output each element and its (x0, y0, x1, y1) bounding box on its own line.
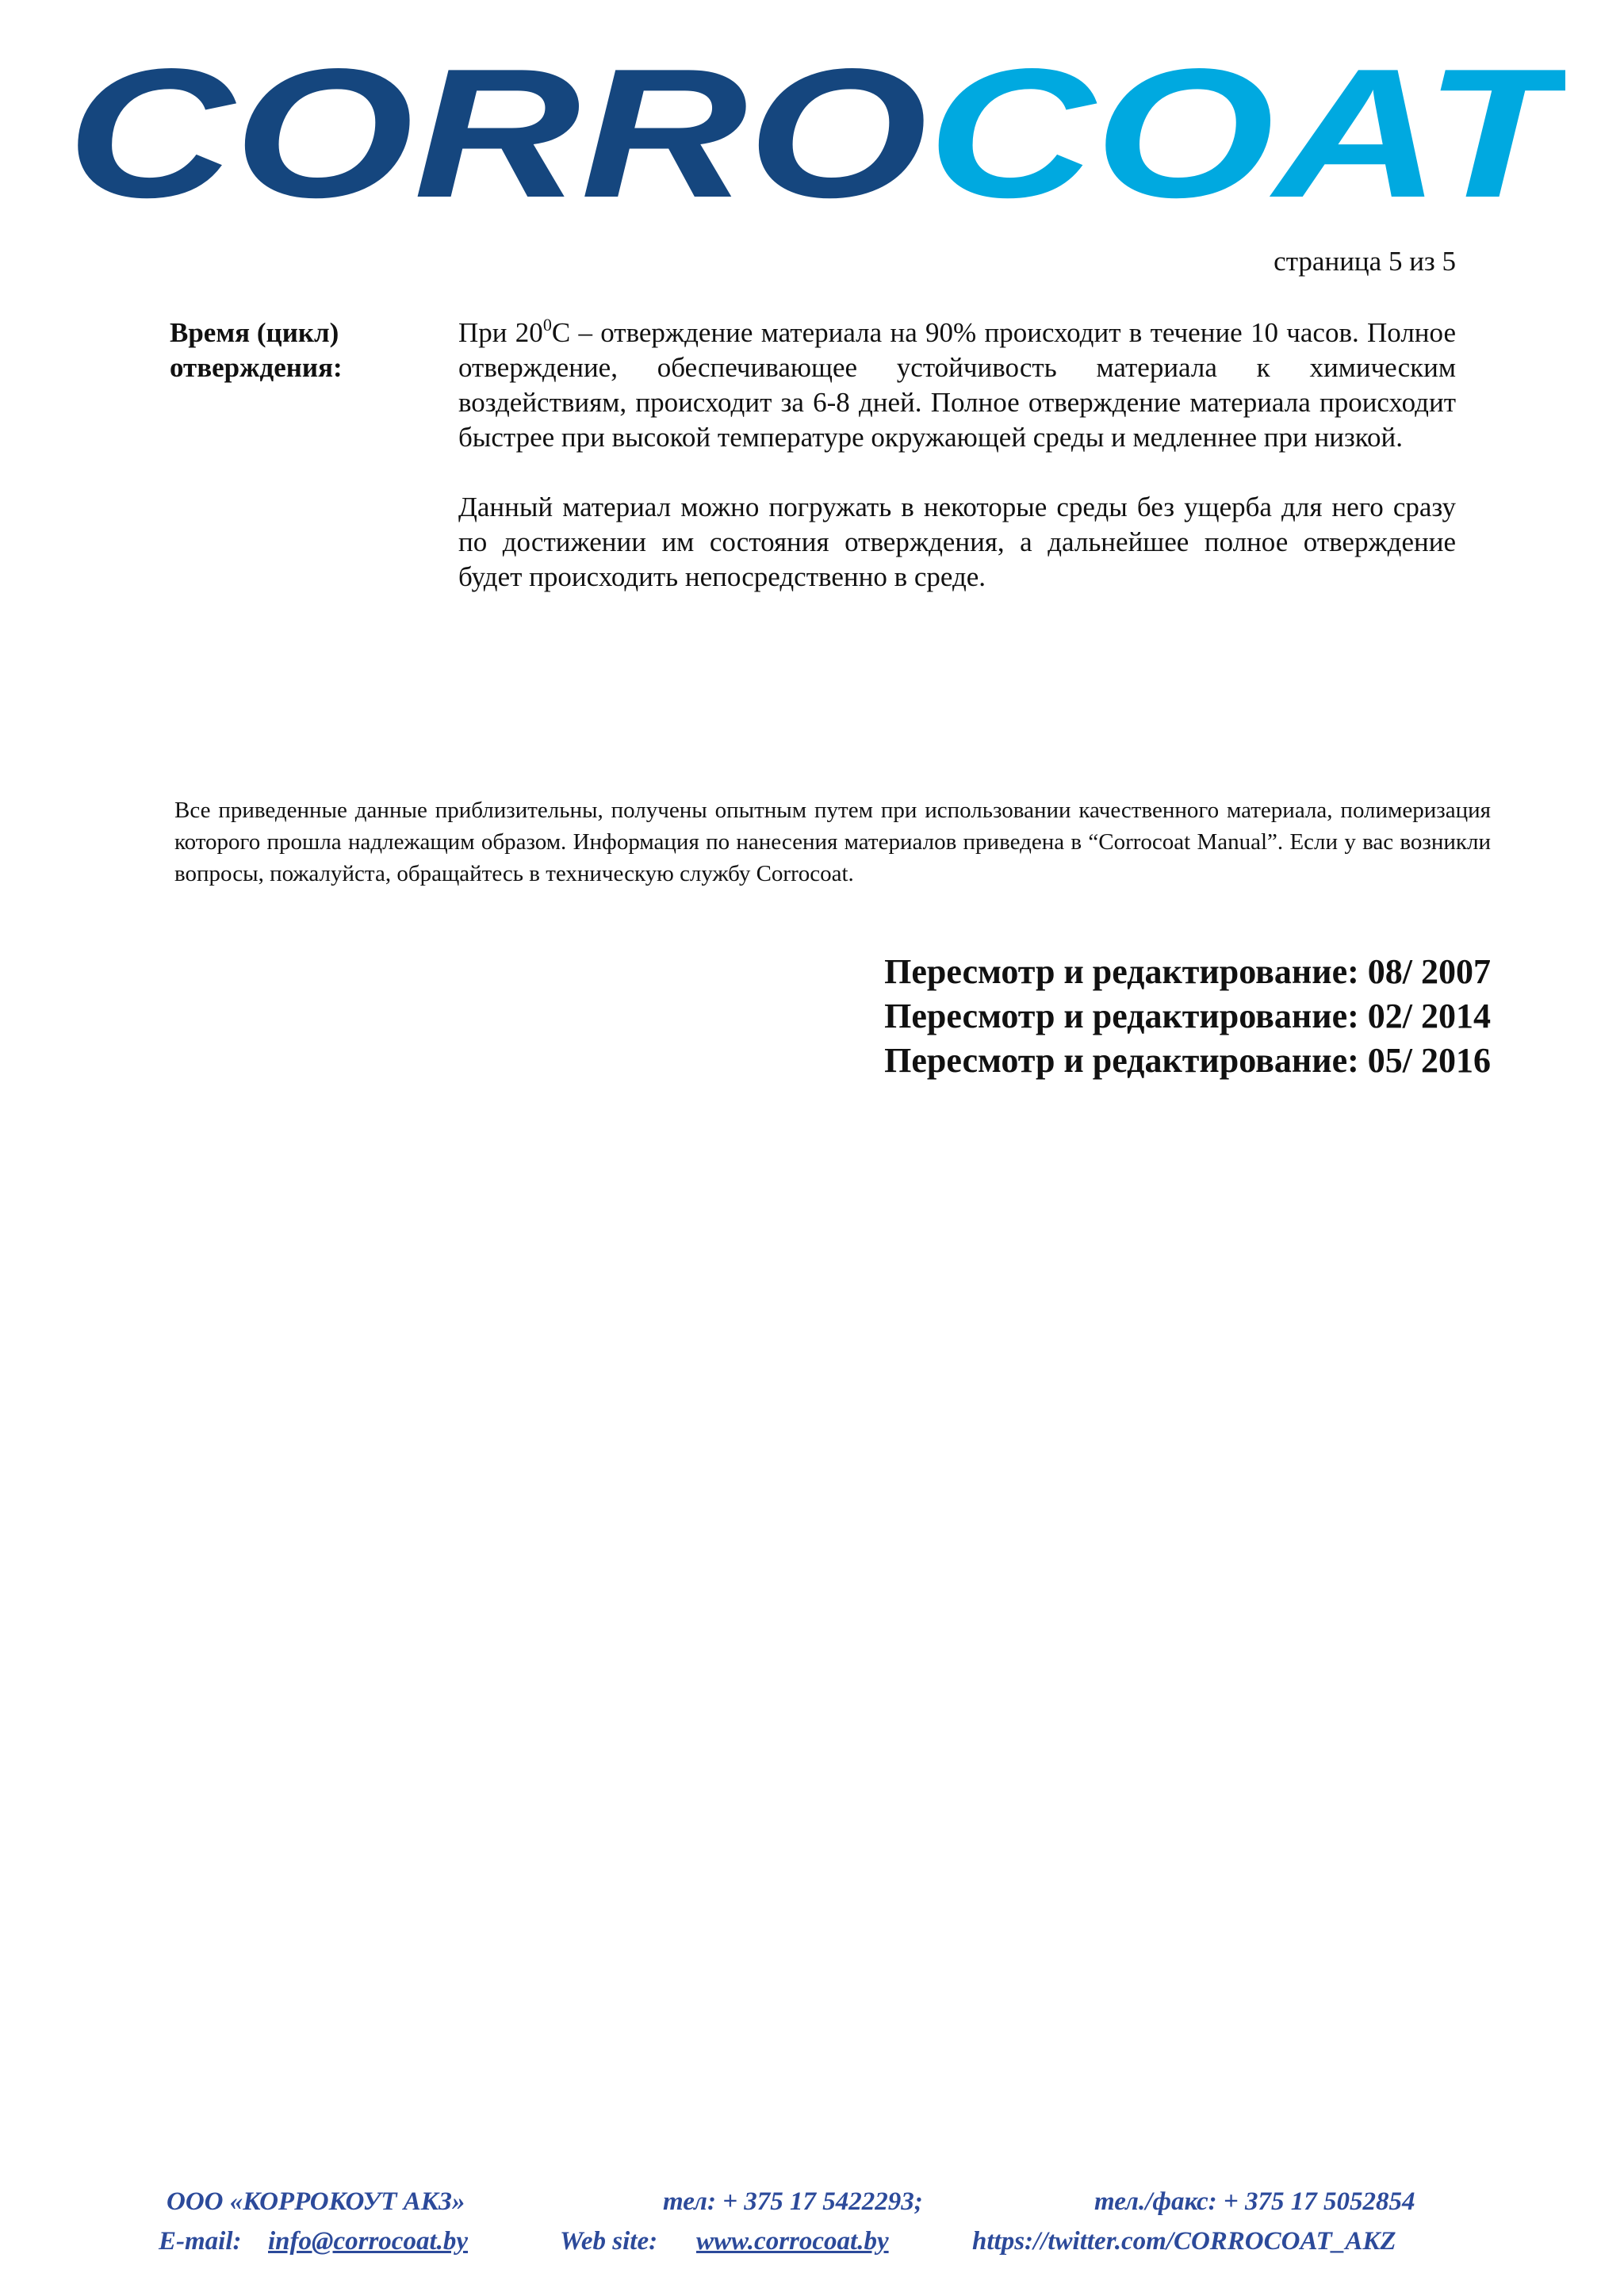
degree-superscript: 0 (542, 315, 552, 335)
footer-contacts (159, 2182, 1467, 2261)
logo-text-corro: CORRO (67, 55, 752, 222)
fax-number: тел./факс: + 375 17 5052854 (1094, 2187, 1415, 2216)
cure-label-line2: отверждения: (170, 352, 343, 383)
email-label: E-mail: (159, 2227, 242, 2256)
revision-line: Пересмотр и редактирование: 05/ 2016 (884, 1041, 1491, 1080)
phone-number: тел: + 375 17 5422293; (663, 2187, 923, 2216)
cure-time-label (170, 316, 431, 385)
page-number: страница 5 из 5 (1274, 246, 1456, 277)
revision-history (825, 950, 1491, 1083)
cure-time-description (458, 316, 1456, 629)
email-link[interactable]: info@corrocoat.by (268, 2227, 469, 2256)
twitter-link[interactable]: https://twitter.com/CORROCOAT_AKZ (972, 2227, 1396, 2256)
corrocoat-logo-wordmark (67, 55, 1565, 222)
cure-paragraph-1 (458, 316, 1456, 455)
cure-paragraph-2: Данный материал можно погружать в некоторые среды без ущерба для него сразу по достижении им состояния отверждения, а дальнейшее полное отверждение будет происходить непосредственно в среде. (458, 492, 1456, 592)
footer-row-2 (159, 2221, 1467, 2261)
revision-line: Пересмотр и редактирование: 08/ 2007 (884, 952, 1491, 991)
company-name: ООО «КОРРОКОУТ АКЗ» (167, 2187, 465, 2216)
disclaimer-text: Все приведенные данные приблизительны, получены опытным путем при использовании качественного материала, полимеризация которого прошла надлежащим образом. Информация по нанесения материалов приведена в “Corrocoat Manual”. Если у вас возникли вопросы, пожалуйста, обращайтесь в техническую службу Corrocoat. (174, 798, 1491, 886)
cure-para1-start: При 20 (458, 317, 543, 348)
footer-row-1 (159, 2182, 1467, 2221)
cure-para1-rest: С – отверждение материала на 90% происходит в течение 10 часов. Полное отверждение, обеспечивающее устойчивость материала к химическим воздействиям, происходит за 6-8 дней. Полное отверждение материала происходит быстрее при высокой температуре окружающей среды и медленнее при низкой. (458, 317, 1457, 453)
logo-text-coat: COAT (927, 55, 1435, 222)
revision-line: Пересмотр и редактирование: 02/ 2014 (884, 997, 1491, 1035)
website-link[interactable]: www.corrocoat.by (696, 2227, 889, 2256)
website-label: Web site: (560, 2227, 658, 2256)
corrocoat-logo (67, 55, 1565, 222)
svg-text:CORROCOAT (67, 55, 1565, 222)
cure-label-line1: Время (цикл) (170, 317, 339, 348)
